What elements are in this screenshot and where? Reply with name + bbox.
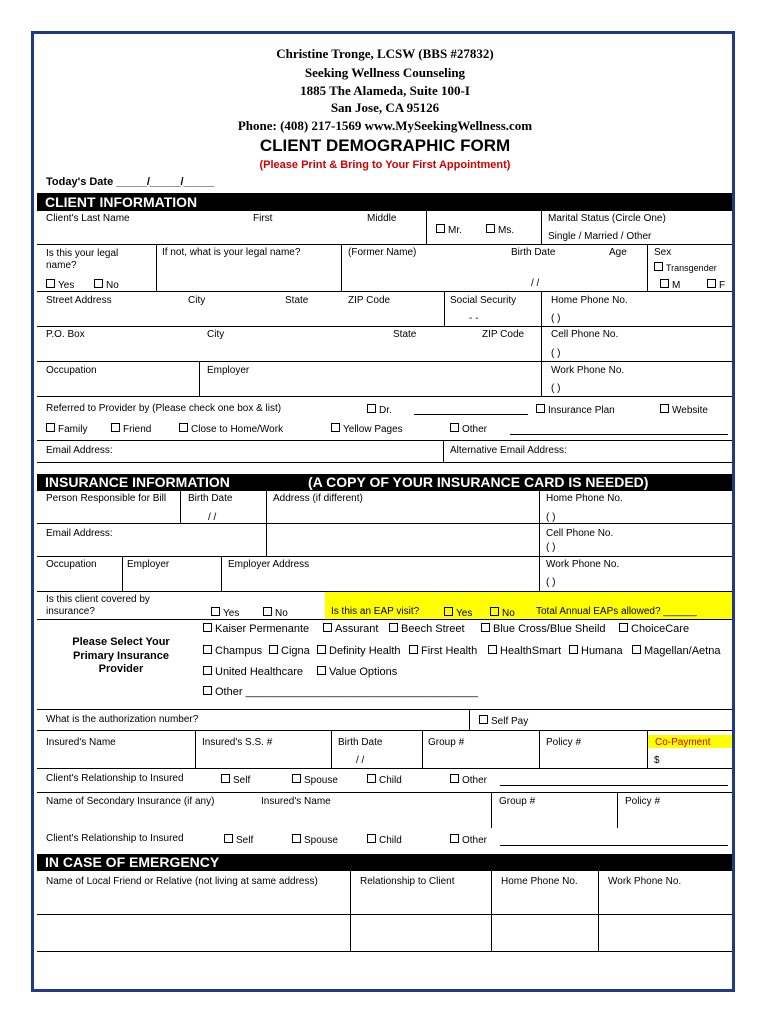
po-city-label: City (207, 329, 225, 340)
provider-firsthealth-checkbox[interactable]: First Health (409, 645, 477, 657)
other-blank-line[interactable] (510, 434, 728, 435)
emergency-home-phone-label: Home Phone No. (501, 876, 578, 887)
checkbox-icon (367, 404, 376, 413)
self-pay-checkbox[interactable]: Self Pay (479, 715, 528, 727)
insured-name-label: Insured's Name (46, 737, 116, 748)
legal-name-label: If not, what is your legal name? (162, 247, 301, 258)
divider (350, 871, 351, 951)
home-phone-label: Home Phone No. (551, 295, 628, 306)
referral-yellow-pages-checkbox[interactable]: Yellow Pages (331, 423, 403, 435)
ins-email-label: Email Address: (46, 528, 113, 539)
divider (199, 361, 200, 396)
provider-choicecare-checkbox[interactable]: ChoiceCare (619, 623, 689, 635)
checkbox-icon (94, 279, 103, 288)
checkbox-icon (536, 404, 545, 413)
provider-beech-checkbox[interactable]: Beech Street (389, 623, 465, 635)
divider (491, 871, 492, 951)
checkbox-icon (486, 224, 495, 233)
referral-dr-checkbox[interactable]: Dr. (367, 404, 392, 416)
todays-date[interactable]: Today's Date _____/_____/_____ (46, 176, 215, 188)
marital-status-label: Marital Status (Circle One) (548, 213, 666, 224)
last-name-label: Client's Last Name (46, 213, 130, 224)
checkbox-icon (211, 607, 220, 616)
divider (341, 244, 342, 291)
divider (221, 556, 222, 591)
checkbox-icon (203, 623, 212, 632)
divider (37, 556, 732, 557)
checkbox-icon (436, 224, 445, 233)
relationship-label: Client's Relationship to Insured (46, 773, 184, 784)
referral-insurance-checkbox[interactable]: Insurance Plan (536, 404, 615, 416)
checkbox-icon (179, 423, 188, 432)
practice-street: 1885 The Alameda, Suite 100-I (300, 83, 470, 98)
divider (469, 709, 470, 730)
eap-yes-checkbox[interactable]: Yes (444, 607, 472, 619)
divider (37, 792, 732, 793)
provider-humana-checkbox[interactable]: Humana (569, 645, 623, 657)
divider (541, 291, 542, 396)
covered-yes-checkbox[interactable]: Yes (211, 607, 239, 619)
checkbox-icon (46, 423, 55, 432)
checkbox-icon (263, 607, 272, 616)
checkbox-icon (450, 834, 459, 843)
emergency-name-label: Name of Local Friend or Relative (not living at same address) (46, 876, 318, 887)
insured-birth-date-label: Birth Date (338, 737, 383, 748)
divider (617, 792, 618, 828)
insured-birth-date-slashes[interactable]: / / (356, 755, 365, 766)
legal-no-checkbox[interactable]: No (94, 279, 119, 291)
insured-ss-label: Insured's S.S. # (202, 737, 273, 748)
home-phone-paren[interactable]: ( ) (551, 313, 561, 324)
checkbox-icon (323, 623, 332, 632)
provider-definity-checkbox[interactable]: Definity Health (317, 645, 401, 657)
email-label: Email Address: (46, 445, 113, 456)
divider (122, 556, 123, 591)
checkbox-icon (367, 834, 376, 843)
divider (180, 491, 181, 523)
divider (156, 244, 157, 291)
form-instruction: (Please Print & Bring to Your First Appointment) (259, 159, 511, 171)
ins-employer-label: Employer (127, 559, 170, 570)
divider (491, 792, 492, 828)
divider (37, 291, 732, 292)
client-info-heading: CLIENT INFORMATION (45, 194, 198, 210)
divider (541, 211, 542, 244)
ins-work-phone-label: Work Phone No. (546, 559, 620, 570)
po-zip-label: ZIP Code (482, 329, 525, 340)
secondary-insured-name-label: Insured's Name (261, 796, 331, 807)
work-phone-label: Work Phone No. (551, 365, 625, 376)
covered-question: Is this client covered by (46, 594, 150, 605)
checkbox-icon (292, 774, 301, 783)
checkbox-icon (203, 645, 212, 654)
divider (647, 244, 648, 291)
divider (539, 730, 540, 768)
select-provider-label: Please Select Your (72, 636, 170, 648)
checkbox-icon (660, 404, 669, 413)
referral-family-checkbox[interactable]: Family (46, 423, 87, 435)
provider-champus-checkbox[interactable]: Champus (203, 645, 262, 657)
divider (37, 709, 732, 710)
divider (195, 730, 196, 768)
address-label: Address (if different) (273, 493, 363, 504)
state-label: State (285, 295, 309, 306)
divider (37, 396, 732, 397)
eap-total-label[interactable]: Total Annual EAPs allowed? ______ (536, 606, 697, 617)
checkbox-icon (632, 645, 641, 654)
secondary-group-label: Group # (499, 796, 536, 807)
cell-phone-label: Cell Phone No. (551, 329, 619, 340)
former-name-label: (Former Name) (348, 247, 417, 258)
ms-checkbox[interactable]: Ms. (486, 224, 514, 236)
emergency-heading: IN CASE OF EMERGENCY (45, 854, 220, 870)
checkbox-icon (444, 607, 453, 616)
client-info-band (37, 193, 732, 211)
insurance-info-heading: INSURANCE INFORMATION (45, 474, 230, 490)
cell-phone-paren[interactable]: ( ) (551, 348, 561, 359)
checkbox-icon (619, 623, 628, 632)
divider (37, 914, 732, 915)
dr-blank-line[interactable] (414, 414, 528, 415)
divider (444, 291, 445, 326)
checkbox-icon (221, 774, 230, 783)
divider (422, 730, 423, 768)
legal-name-question: Is this your legal (46, 248, 119, 259)
divider (266, 491, 267, 556)
transgender-checkbox[interactable]: Transgender (654, 262, 717, 273)
street-address-label: Street Address (46, 295, 112, 306)
ins-birth-date-label: Birth Date (188, 493, 233, 504)
divider (37, 951, 732, 952)
group-label: Group # (428, 737, 465, 748)
referral-close-checkbox[interactable]: Close to Home/Work (179, 423, 283, 435)
select-provider-label-3: Provider (98, 663, 144, 675)
middle-name-label: Middle (367, 213, 397, 224)
checkbox-icon (46, 279, 55, 288)
rel-spouse-checkbox[interactable]: Spouse (292, 774, 338, 786)
checkbox-icon (450, 423, 459, 432)
rel2-self-checkbox[interactable]: Self (224, 834, 253, 846)
insurance-info-band (37, 474, 732, 491)
checkbox-icon (479, 715, 488, 724)
city-label: City (188, 295, 206, 306)
divider (37, 523, 732, 524)
alt-email-label: Alternative Email Address: (450, 445, 567, 456)
ins-work-phone-paren[interactable]: ( ) (546, 577, 556, 588)
rel2-spouse-checkbox[interactable]: Spouse (292, 834, 338, 846)
rel-self-checkbox[interactable]: Self (221, 774, 250, 786)
referral-website-checkbox[interactable]: Website (660, 404, 708, 416)
provider-name: Christine Tronge, LCSW (BBS #27832) (276, 46, 494, 61)
occupation-label: Occupation (46, 365, 97, 376)
eap-no-checkbox[interactable]: No (490, 607, 515, 619)
form-title: CLIENT DEMOGRAPHIC FORM (259, 136, 511, 155)
responsible-label: Person Responsible for Bill (46, 493, 167, 504)
policy-label: Policy # (546, 737, 582, 748)
po-box-label: P.O. Box (46, 329, 85, 340)
provider-cigna-checkbox[interactable]: Cigna (269, 645, 310, 657)
checkbox-icon (269, 645, 278, 654)
rel2-child-checkbox[interactable]: Child (367, 834, 402, 846)
checkbox-icon (481, 623, 490, 632)
emergency-relationship-label: Relationship to Client (360, 876, 455, 887)
checkbox-icon (389, 623, 398, 632)
rel-child-checkbox[interactable]: Child (367, 774, 402, 786)
practice-name: Seeking Wellness Counseling (304, 65, 466, 80)
sex-label: Sex (654, 247, 672, 258)
rel-other-line[interactable] (500, 785, 728, 786)
secondary-policy-label: Policy # (625, 796, 661, 807)
po-state-label: State (393, 329, 417, 340)
sex-f-checkbox[interactable]: F (707, 279, 725, 291)
ins-cell-phone-label: Cell Phone No. (546, 528, 614, 539)
legal-name-question-2: name? (46, 260, 77, 271)
provider-magellan-checkbox[interactable]: Magellan/Aetna (632, 645, 720, 657)
divider (426, 211, 427, 244)
employer-address-label: Employer Address (228, 559, 310, 570)
rel2-other-line[interactable] (500, 845, 728, 846)
copay-dollar[interactable]: $ (654, 755, 660, 766)
divider (37, 619, 732, 620)
zip-label: ZIP Code (348, 295, 391, 306)
emergency-band (37, 854, 732, 871)
relationship-label-2: Client's Relationship to Insured (46, 833, 184, 844)
checkbox-icon (203, 686, 212, 695)
divider (37, 768, 732, 769)
provider-assurant-checkbox[interactable]: Assurant (323, 623, 378, 635)
checkbox-icon (569, 645, 578, 654)
ins-occupation-label: Occupation (46, 559, 97, 570)
practice-city: San Jose, CA 95126 (330, 100, 440, 115)
checkbox-icon (409, 645, 418, 654)
checkbox-icon (331, 423, 340, 432)
provider-united-checkbox[interactable]: United Healthcare (203, 666, 303, 678)
auth-number-label: What is the authorization number? (46, 714, 199, 725)
provider-bluecross-checkbox[interactable]: Blue Cross/Blue Sheild (481, 623, 606, 635)
covered-no-checkbox[interactable]: No (263, 607, 288, 619)
practice-contact: Phone: (408) 217-1569 www.MySeekingWellness.com (237, 118, 533, 133)
checkbox-icon (488, 645, 497, 654)
emergency-work-phone-label: Work Phone No. (608, 876, 682, 887)
checkbox-icon (707, 279, 716, 288)
ssn-dashes[interactable]: - - (469, 313, 479, 324)
checkbox-icon (490, 607, 499, 616)
sex-m-checkbox[interactable]: M (660, 279, 680, 291)
checkbox-icon (450, 774, 459, 783)
rel2-other-checkbox[interactable]: Other (450, 834, 487, 846)
work-phone-paren[interactable]: ( ) (551, 383, 561, 394)
divider (443, 440, 444, 462)
checkbox-icon (660, 279, 669, 288)
checkbox-icon (111, 423, 120, 432)
referral-other-checkbox[interactable]: Other (450, 423, 487, 435)
checkbox-icon (317, 645, 326, 654)
provider-healthsmart-checkbox[interactable]: HealthSmart (488, 645, 561, 657)
checkbox-icon (654, 262, 663, 271)
provider-kaiser-checkbox[interactable]: Kaiser Permenante (203, 623, 309, 635)
mr-checkbox[interactable]: Mr. (436, 224, 462, 236)
birth-date-label: Birth Date (511, 247, 556, 258)
legal-yes-checkbox[interactable]: Yes (46, 279, 74, 291)
ins-birth-date-slashes[interactable]: / / (208, 512, 217, 523)
divider (598, 871, 599, 951)
provider-other-checkbox[interactable]: Other ______________________________________ (203, 686, 478, 698)
divider (37, 326, 732, 327)
copay-label: Co-Payment (655, 737, 711, 748)
divider (37, 730, 732, 731)
checkbox-icon (203, 666, 212, 675)
referred-label: Referred to Provider by (Please check one box & list) (46, 403, 282, 414)
referral-friend-checkbox[interactable]: Friend (111, 423, 151, 435)
divider (37, 361, 732, 362)
checkbox-icon (367, 774, 376, 783)
rel-other-checkbox[interactable]: Other (450, 774, 487, 786)
ssn-label: Social Security (450, 295, 517, 306)
divider (37, 244, 732, 245)
divider (37, 440, 732, 441)
provider-valueoptions-checkbox[interactable]: Value Options (317, 666, 397, 678)
divider (331, 730, 332, 768)
checkbox-icon (224, 834, 233, 843)
ins-cell-phone-paren[interactable]: ( ) (546, 542, 556, 553)
age-label: Age (609, 247, 627, 258)
first-name-label: First (253, 213, 273, 224)
secondary-insurance-label: Name of Secondary Insurance (if any) (46, 796, 215, 807)
divider (37, 462, 732, 463)
marital-status-options[interactable]: Single / Married / Other (548, 231, 652, 242)
ins-home-phone-label: Home Phone No. (546, 493, 623, 504)
checkbox-icon (292, 834, 301, 843)
select-provider-label-2: Primary Insurance (73, 650, 169, 662)
divider (539, 491, 540, 591)
checkbox-icon (317, 666, 326, 675)
employer-label: Employer (207, 365, 250, 376)
birth-date-slashes[interactable]: / / (531, 278, 540, 289)
eap-question: Is this an EAP visit? (331, 606, 420, 617)
insurance-card-note: (A COPY OF YOUR INSURANCE CARD IS NEEDED) (308, 474, 649, 490)
covered-question-2: insurance? (46, 606, 95, 617)
ins-home-phone-paren[interactable]: ( ) (546, 512, 556, 523)
